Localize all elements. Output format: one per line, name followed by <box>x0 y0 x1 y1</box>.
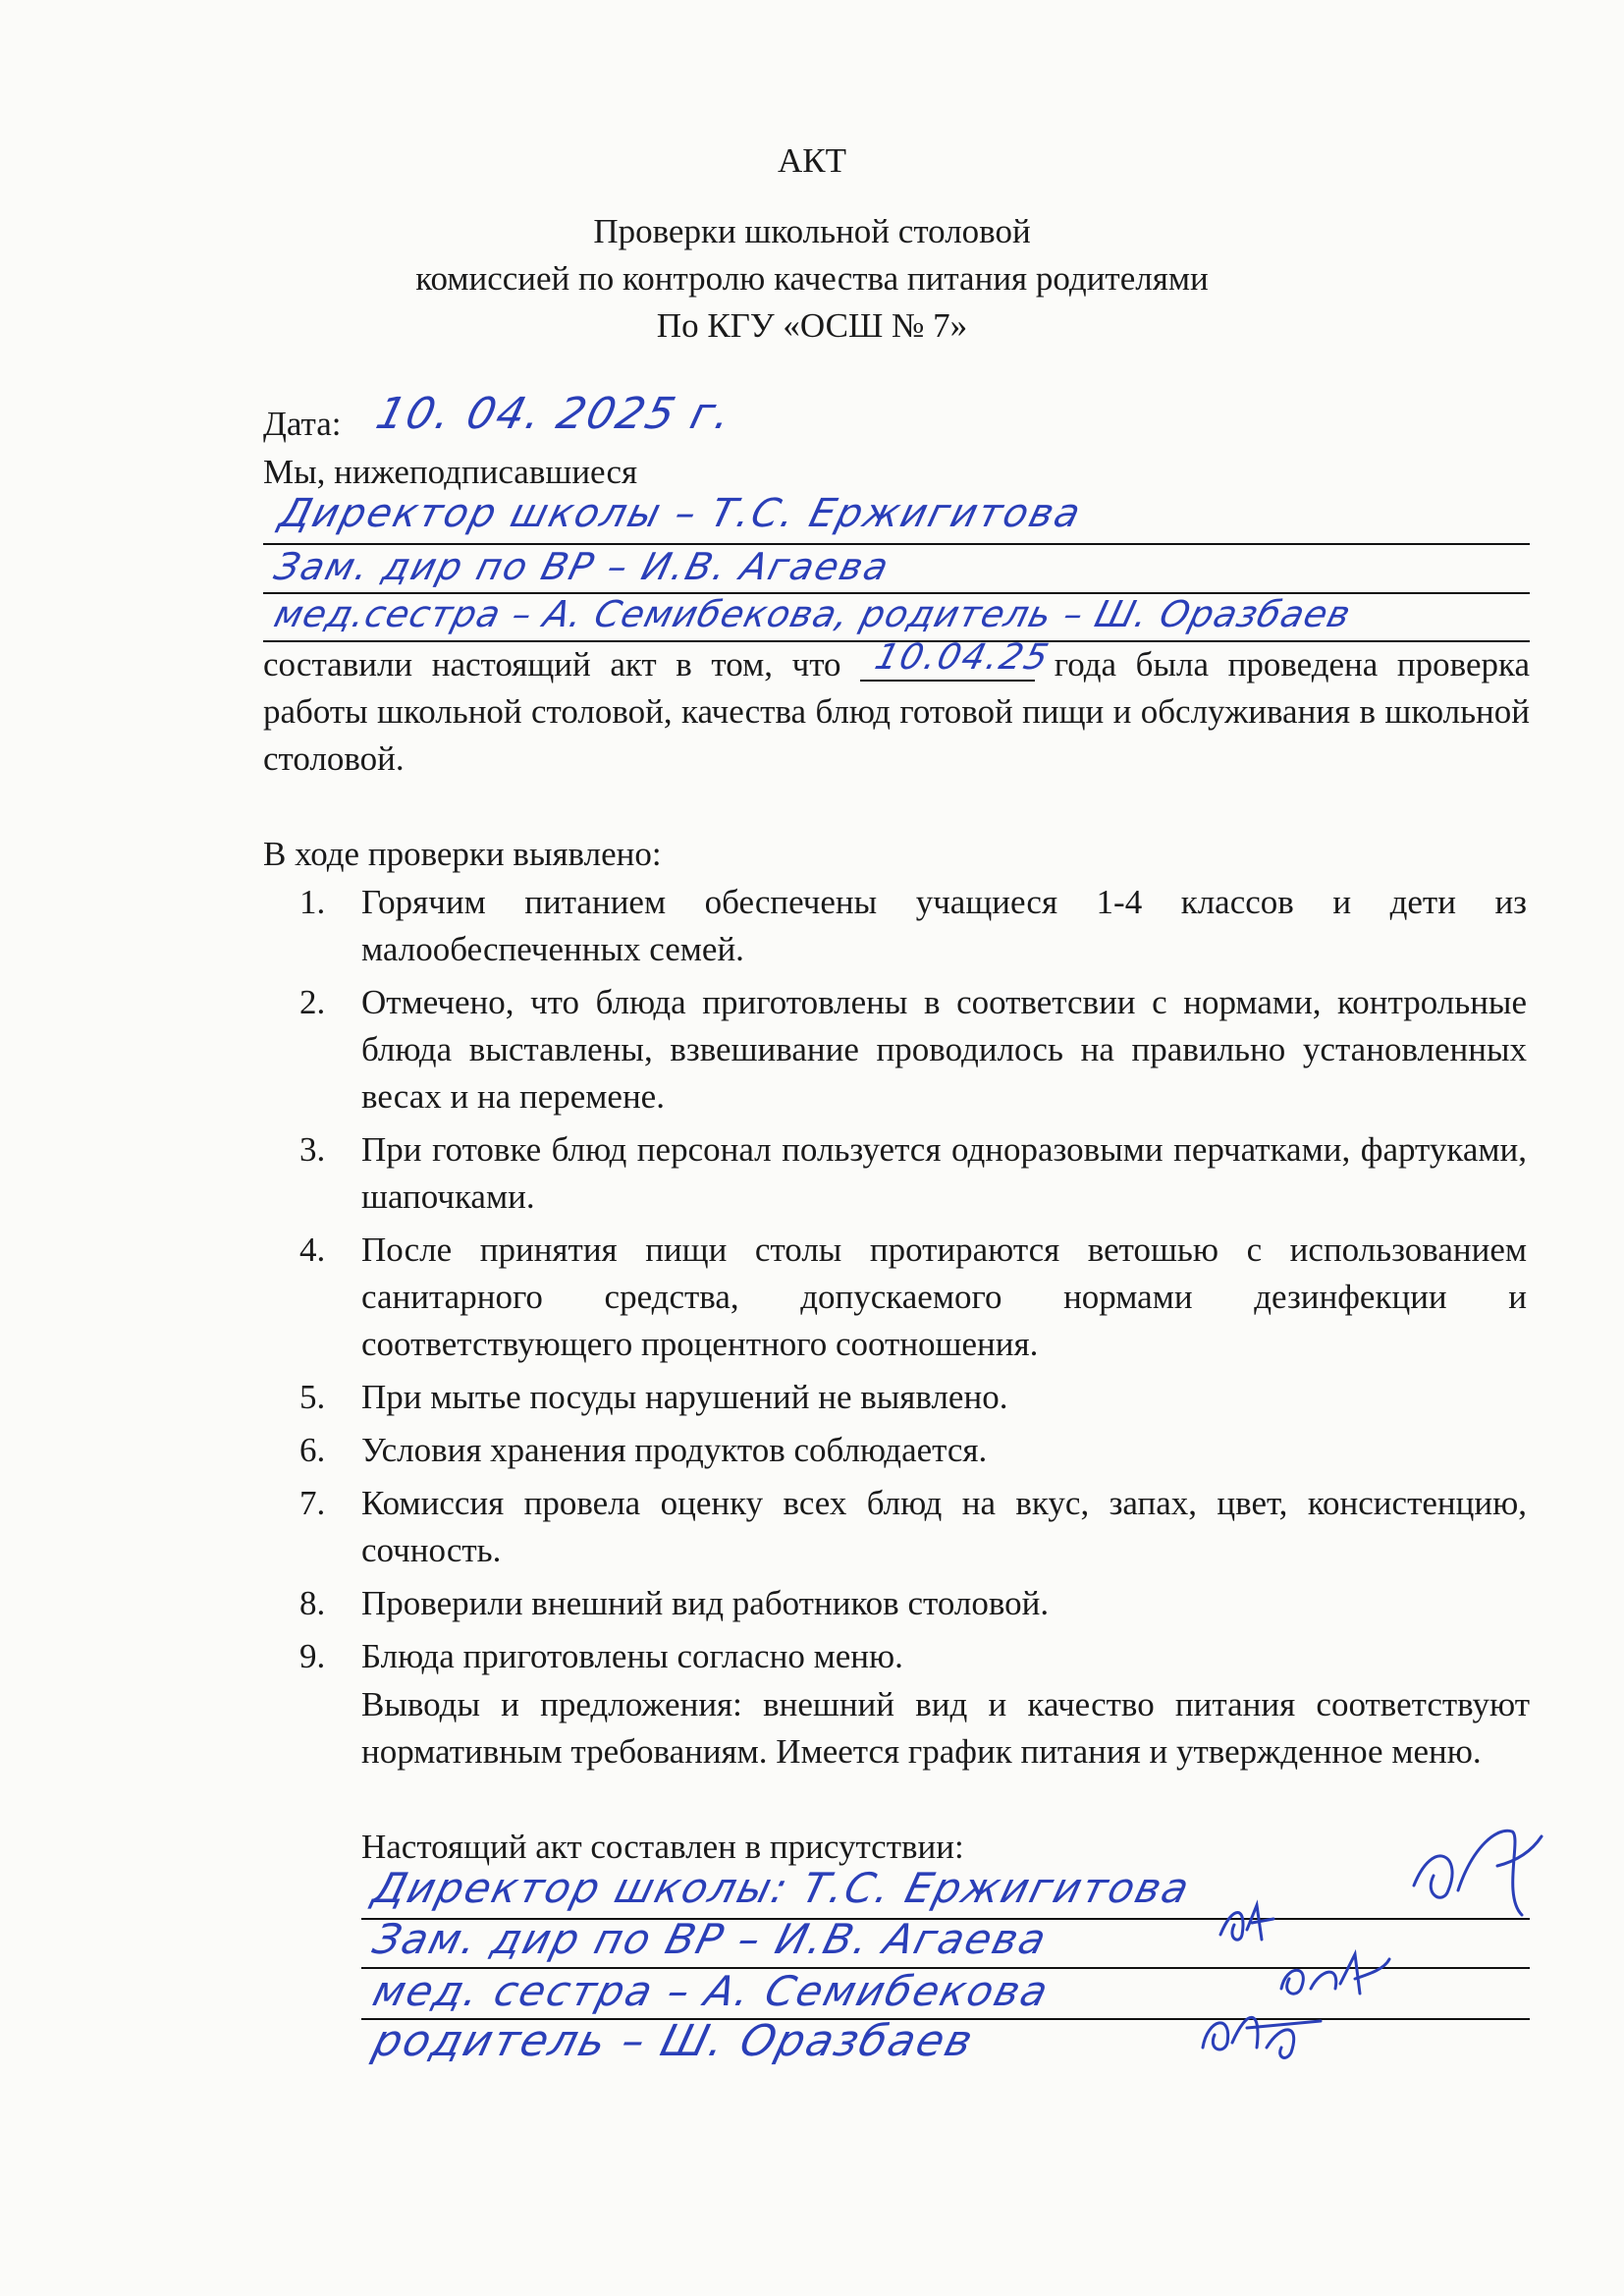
presence-label: Настоящий акт составлен в присутствии: <box>361 1828 964 1866</box>
date-label: Дата: <box>263 405 342 443</box>
signature-parent <box>1193 1994 1330 2072</box>
handwritten-attendee-1: Директор школы: Т.С. Ержигитова <box>368 1864 1196 1912</box>
handwritten-attendee-4: родитель – Ш. Оразбаев <box>368 2016 980 2066</box>
signature-director <box>1404 1817 1551 1925</box>
handwritten-member-2: Зам. дир по ВР – И.В. Агаева <box>270 545 894 588</box>
list-item: 4. После принятия пищи столы протираются ветошью с использованием санитарного средства, допускаемого нормами дезинфекции и соответствующего процентного соотношения. <box>299 1230 1527 1363</box>
findings-heading: В ходе проверки выявлено: <box>263 835 662 873</box>
handwritten-act-date: 10.04.25 <box>871 637 1055 678</box>
handwritten-date: 10. 04. 2025 г. <box>371 389 738 439</box>
subtitle-line-1: Проверки школьной столовой <box>593 212 1031 250</box>
act-text-after: года была проведена проверка работы школьной столовой, качества блюд готовой пищи и обслуживания в школьной столовой. <box>263 645 1531 778</box>
document-title: АКТ <box>778 141 846 180</box>
subtitle-line-2: комиссией по контролю качества питания родителями <box>415 259 1209 298</box>
list-item: 5. При мытье посуды нарушений не выявлено. <box>299 1378 1008 1416</box>
list-item: 7. Комиссия провела оценку всех блюд на вкус, запах, цвет, консистенцию, сочность. <box>299 1484 1527 1569</box>
act-date-blank <box>860 637 1055 682</box>
handwritten-attendee-2: Зам. дир по ВР – И.В. Агаева <box>368 1915 1054 1963</box>
act-text-before: составили настоящий акт в том, что <box>263 645 841 683</box>
undersigned-label: Мы, нижеподписавшиеся <box>263 453 638 491</box>
list-item: 6. Условия хранения продуктов соблюдается. <box>299 1431 988 1469</box>
act-statement <box>263 637 1531 783</box>
handwritten-member-3: мед.сестра – А. Семибекова, родитель – Ш. Оразбаев <box>270 593 1356 635</box>
list-item: 9. Блюда приготовлены согласно меню. <box>299 1637 903 1675</box>
list-item: 8. Проверили внешний вид работников столовой. <box>299 1584 1050 1622</box>
handwritten-member-1: Директор школы – Т.С. Ержигитова <box>275 491 1087 536</box>
handwritten-attendee-3: мед. сестра – А. Семибекова <box>368 1967 1055 2015</box>
list-item: 1. Горячим питанием обеспечены учащиеся 1-4 классов и дети из малообеспеченных семей. <box>299 883 1527 968</box>
list-item: 3. При готовке блюд персонал пользуется одноразовыми перчатками, фартуками, шапочками. <box>299 1130 1527 1216</box>
findings-list <box>299 879 1527 1686</box>
conclusions-text: Выводы и предложения: внешний вид и качество питания соответствуют нормативным требованиям. Имеется график питания и утвержденное меню. <box>361 1685 1530 1771</box>
list-item: 2. Отмечено, что блюда приготовлены в соответсвии с нормами, контрольные блюда выставлены, взвешивание проводилось на правильно установленных весах и на перемене. <box>299 983 1527 1116</box>
subtitle-line-3: По КГУ «ОСШ № 7» <box>656 306 968 345</box>
